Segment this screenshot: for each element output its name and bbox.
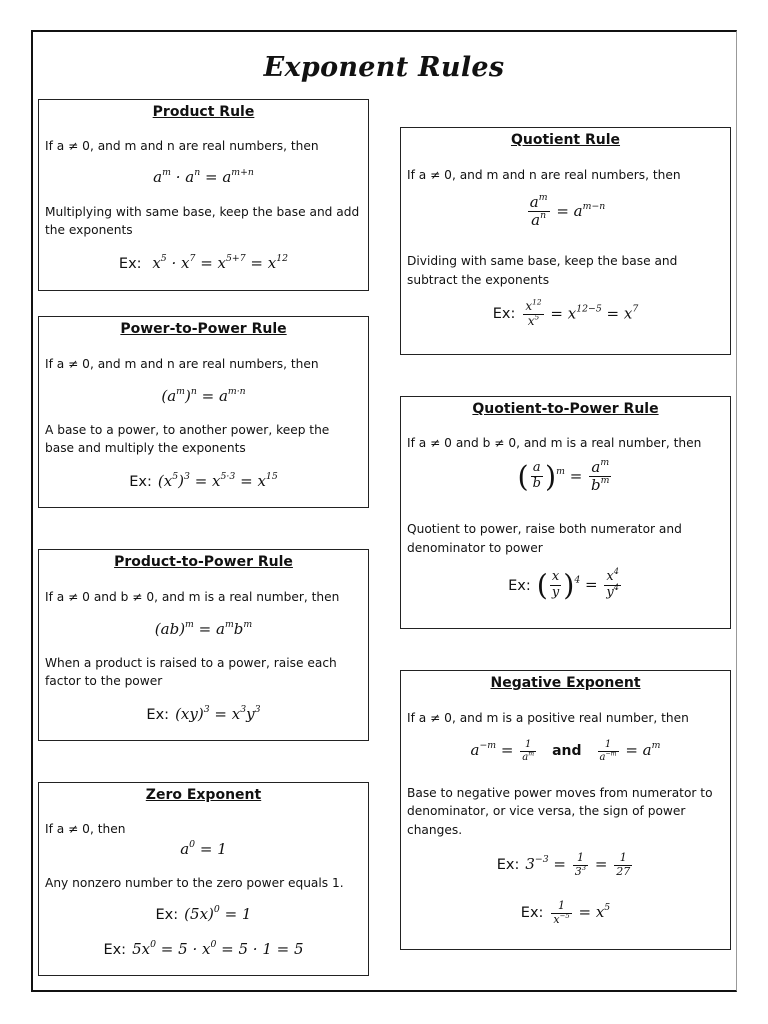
zero-exponent-example-2: Ex: $5x^0 = 5 \cdot x^0 = 5 \cdot 1 = 5$ [103, 939, 304, 958]
zero-exponent-ex-label-1: Ex: [155, 907, 179, 923]
product-rule-example: Ex: $x^5 \cdot x^7 = x^{5+7} = x^{12}$ [118, 253, 289, 272]
negative-exponent-and: and [552, 743, 582, 759]
negative-exponent-heading: Negative Exponent [490, 675, 641, 691]
product-to-power-heading: Product-to-Power Rule [114, 554, 293, 570]
quotient-to-power-ex-label: Ex: [508, 577, 531, 594]
power-to-power-condition: If a ≠ 0, and m and n are real numbers, then [45, 357, 319, 371]
product-rule-ex-label: Ex: [118, 256, 142, 272]
product-to-power-example: Ex: $(xy)^3 = x^3y^3$ [146, 704, 261, 723]
quotient-to-power-example: Ex: ( $\frac{x}{y}$ )$^4$ = $\frac{x^4}{y^4}$ [508, 567, 619, 602]
power-to-power-formula: $(a^m)^n = a^{m\cdot n}$ [161, 386, 246, 405]
negative-exponent-example-2: Ex: $\frac{1}{x^{-5}}$ = $x^5$ [520, 899, 611, 926]
power-to-power-desc-1: A base to a power, to another power, keep the [45, 423, 330, 437]
negative-exponent-ex-label-1: Ex: [496, 857, 520, 874]
negative-exponent-desc-1: Base to negative power moves from numerator to [407, 786, 713, 800]
quotient-rule-condition: If a ≠ 0, and m and n are real numbers, then [407, 168, 681, 182]
zero-exponent-heading: Zero Exponent [145, 787, 262, 803]
quotient-to-power-desc-1: Quotient to power, raise both numerator and [407, 522, 682, 536]
product-to-power-desc-1: When a product is raised to a power, raise each [45, 656, 337, 670]
quotient-rule-heading: Quotient Rule [510, 132, 621, 148]
quotient-rule-ex-label: Ex: [492, 306, 516, 323]
zero-exponent-ex-label-2: Ex: [103, 942, 127, 958]
zero-exponent-box [38, 782, 369, 976]
negative-exponent-ex-label-2: Ex: [520, 905, 544, 922]
page-title: Exponent Rules [263, 52, 505, 83]
negative-exponent-example-1: Ex: $3^{-3}$ = $\frac{1}{3^3}$ = $\frac{1}{27}$ [496, 851, 631, 878]
quotient-rule-desc-2: subtract the exponents [407, 273, 550, 287]
power-to-power-desc-2: base and multiply the exponents [45, 441, 246, 455]
product-to-power-formula: $(ab)^m = a^mb^m$ [154, 619, 253, 638]
quotient-to-power-desc-2: denominator to power [407, 541, 543, 555]
quotient-rule-formula: $\frac{a^m}{a^n}$ = $a^{m-n}$ [529, 192, 606, 230]
quotient-to-power-formula: ( $\frac{a}{b}$ )$^m$ = $\frac{a^m}{b^m}$ [517, 457, 610, 495]
product-rule-desc-2: the exponents [45, 223, 133, 237]
product-rule-condition: If a ≠ 0, and m and n are real numbers, then [45, 139, 319, 153]
negative-exponent-condition: If a ≠ 0, and m is a positive real number, then [407, 711, 689, 725]
power-to-power-heading: Power-to-Power Rule [120, 321, 287, 337]
product-rule-heading: Product Rule [152, 104, 255, 120]
negative-exponent-formula: $a^{-m}$ = $\frac{1}{a^m}$ and $\frac{1}{a^{-m}}$ = $a^m$ [470, 739, 661, 763]
power-to-power-rule-box [38, 316, 369, 508]
product-to-power-condition: If a ≠ 0 and b ≠ 0, and m is a real number, then [45, 590, 340, 604]
zero-exponent-formula: $a^0 = 1$ [180, 839, 227, 858]
negative-exponent-desc-2: denominator, or vice versa, the sign of power [407, 804, 686, 818]
product-to-power-rule-box [38, 549, 369, 741]
product-rule-box [38, 99, 369, 291]
product-rule-desc-1: Multiplying with same base, keep the base and add [45, 205, 360, 219]
quotient-to-power-rule-box [400, 396, 731, 629]
power-to-power-example: Ex: $(x^5)^3 = x^{5\cdot 3} = x^{15}$ [129, 471, 278, 490]
quotient-rule-desc-1: Dividing with same base, keep the base and [407, 254, 678, 268]
negative-exponent-box [400, 670, 731, 950]
product-to-power-desc-2: factor to the power [45, 674, 163, 688]
quotient-rule-box [400, 127, 731, 355]
negative-exponent-desc-3: changes. [407, 823, 463, 837]
product-rule-formula: $a^m \cdot a^n = a^{m+n}$ [153, 167, 254, 186]
quotient-to-power-condition: If a ≠ 0 and b ≠ 0, and m is a real number, then [407, 436, 702, 450]
zero-exponent-desc-1: Any nonzero number to the zero power equals 1. [45, 876, 344, 890]
product-to-power-ex-label: Ex: [146, 707, 170, 723]
quotient-rule-example: Ex: $\frac{x^{12}}{x^5}$ = $x^{12-5} = x^7$ [492, 297, 639, 328]
zero-exponent-example-1: Ex: $(5x)^0 = 1$ [155, 904, 252, 923]
zero-exponent-condition: If a ≠ 0, then [45, 822, 126, 836]
power-to-power-ex-label: Ex: [129, 474, 152, 490]
quotient-to-power-heading: Quotient-to-Power Rule [472, 401, 659, 417]
